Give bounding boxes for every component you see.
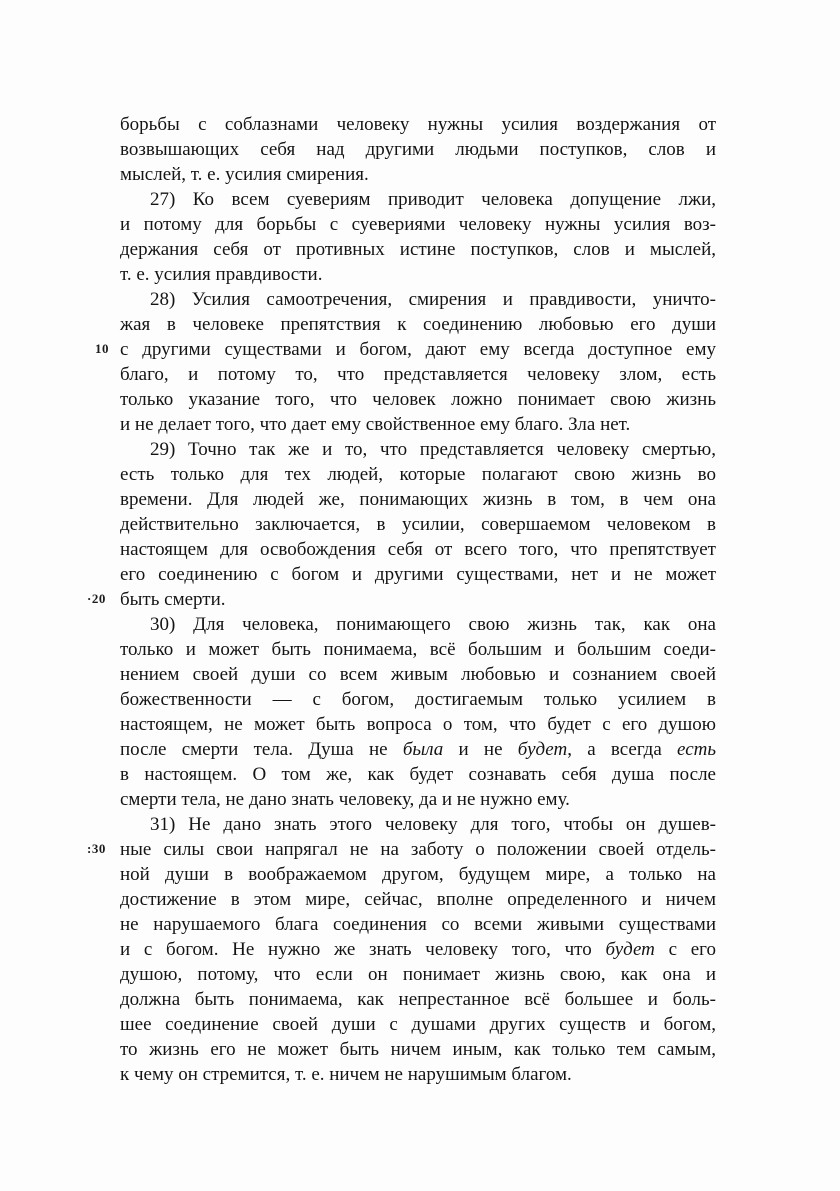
margin-line-number-30: :30 [87,841,106,856]
text-line: к чему он стремится, т. е. ничем не нарушимым благом. [120,1064,572,1085]
text-line-paragraph-29: 29) Точно так же и то, что представляется человеку смертью, [150,439,716,460]
text-line: с другими существами и богом, дают ему всегда доступное ему [120,339,716,360]
text-line: нением своей души со всем живым любовью и сознанием своей [120,664,716,685]
text-line: не нарушаемого блага соединения со всеми живыми существами [120,914,716,935]
text-line: держания себя от противных истине поступков, слов и мыслей, [120,239,716,260]
text-line: и не делает того, что дает ему свойственное ему благо. Зла нет. [120,414,631,435]
text-line: только указание того, что человек ложно понимает свою жизнь [120,389,716,410]
text-line: времени. Для людей же, понимающих жизнь в том, в чем она [120,489,716,510]
text-line: шее соединение своей души с душами других существ и богом, [120,1014,716,1035]
text-line: его соединению с богом и другими существами, нет и не может [120,564,716,585]
margin-line-number-20: ·20 [87,591,106,606]
text-line: душою, потому, что если он понимает жизнь свою, как она и [120,964,716,985]
text-line: только и может быть понимаема, всё большим и большим соеди- [120,639,716,660]
text-line: возвышающих себя над другими людьми поступков, слов и [120,139,716,160]
page-text-block [120,112,716,1087]
text-line: в настоящем. О том же, как будет сознавать себя душа после [120,764,716,785]
text-segment: с его [654,939,717,960]
text-segment-italic: будет [605,939,655,960]
text-line: настоящем, не может быть вопроса о том, что будет с его душою [120,714,716,735]
text-line: действительно заключается, в усилии, совершаемом человеком в [120,514,716,535]
text-line: мыслей, т. е. усилия смирения. [120,164,369,185]
text-segment: , а всегда [567,739,678,760]
text-segment-italic: будет [517,739,568,760]
text-line: то жизнь его не может быть ничем иным, как только тем самым, [120,1039,716,1060]
text-line-paragraph-27: 27) Ко всем суевериям приводит человека допущение лжи, [150,189,716,210]
text-segment: после смерти тела. Душа не [120,739,403,760]
text-line: должна быть понимаема, как непрестанное всё большее и боль- [120,989,716,1010]
text-line [120,737,716,762]
text-line-paragraph-28: 28) Усилия самоотречения, смирения и правдивости, уничто- [150,289,716,310]
text-line: смерти тела, не дано знать человеку, да и не нужно ему. [120,789,570,810]
text-line: т. е. усилия правдивости. [120,264,323,285]
text-line: есть только для тех людей, которые полагают свою жизнь во [120,464,716,485]
text-line: ной души в воображаемом другом, будущем мире, а только на [120,864,716,885]
text-line: ные силы свои напрягал не на заботу о положении своей отдель- [120,839,716,860]
text-line [120,937,716,962]
text-line: борьбы с соблазнами человеку нужны усилия воздержания от [120,114,716,135]
margin-line-number-10: 10 [95,341,109,356]
text-line: благо, и потому то, что представляется человеку злом, есть [120,364,716,385]
text-segment: и не [443,739,518,760]
text-line: достижение в этом мире, сейчас, вполне определенного и ничем [120,889,716,910]
text-segment-italic: была [402,739,444,760]
text-segment-italic: есть [677,739,717,760]
text-line: быть смерти. [120,589,226,610]
text-line: настоящем для освобождения себя от всего того, что препятствует [120,539,716,560]
text-line-paragraph-31: 31) Не дано знать этого человеку для того, чтобы он душев- [150,814,716,835]
text-line: и потому для борьбы с суевериями человеку нужны усилия воз- [120,214,716,235]
text-line: жая в человеке препятствия к соединению любовью его души [120,314,716,335]
text-segment: и с богом. Не нужно же знать человеку того, что [120,939,606,960]
text-line-paragraph-30: 30) Для человека, понимающего свою жизнь так, как она [150,614,716,635]
text-line: божественности — с богом, достигаемым только усилием в [120,689,716,710]
